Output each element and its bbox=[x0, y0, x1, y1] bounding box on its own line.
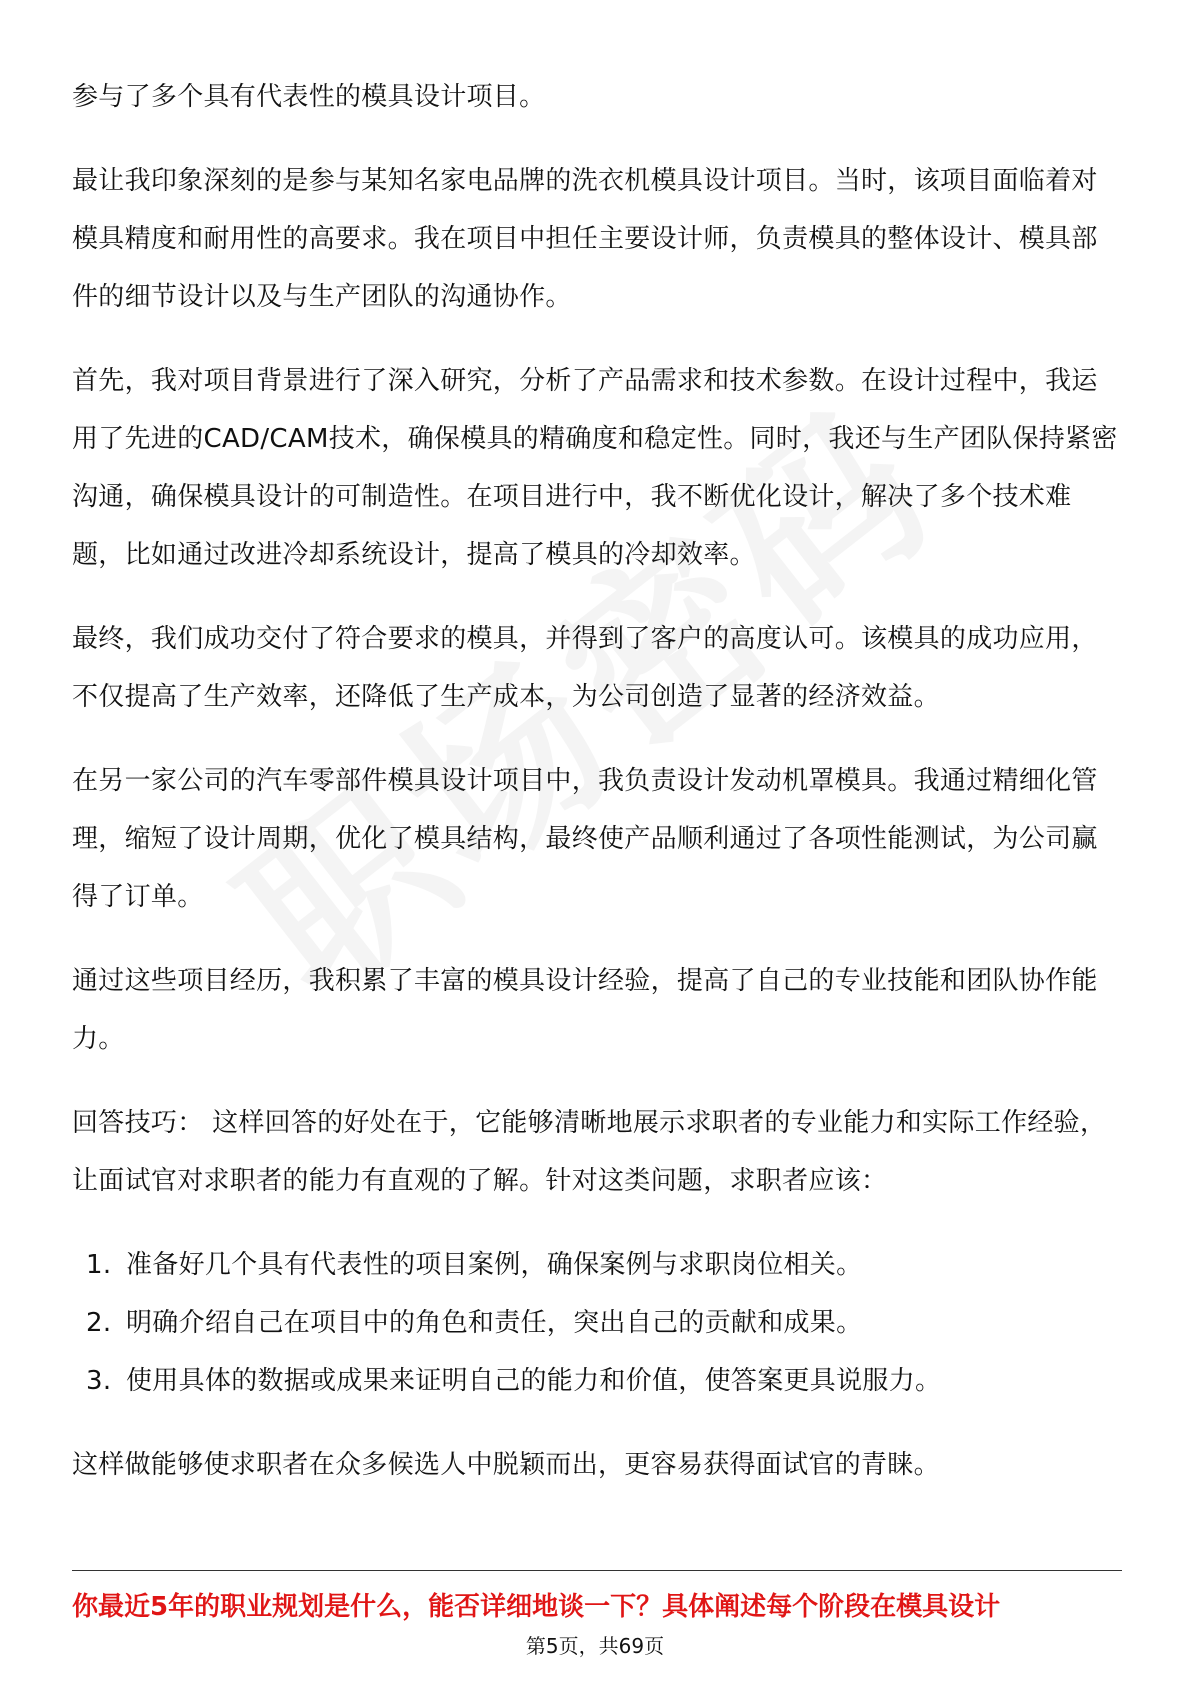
paragraph-6: 通过这些项目经历，我积累了丰富的模具设计经验，提高了自己的专业技能和团队协作能力。 bbox=[72, 966, 1098, 1054]
paragraph-5: 在另一家公司的汽车零部件模具设计项目中，我负责设计发动机罩模具。我通过精细化管理，缩短了设计周期，优化了模具结构，最终使产品顺利通过了各项性能测试，为公司赢得了订单。 bbox=[72, 766, 1098, 912]
next-question-heading: 你最近5年的职业规划是什么，能否详细地谈一下？具体阐述每个阶段在模具设计 bbox=[72, 1592, 1001, 1622]
list-item bbox=[72, 1236, 1122, 1294]
divider-line bbox=[72, 1570, 1122, 1571]
tips-list bbox=[72, 1236, 1122, 1410]
list-item bbox=[72, 1352, 1122, 1410]
page-content bbox=[72, 68, 1122, 1520]
list-item-number: 1. bbox=[86, 1250, 112, 1280]
paragraph-3: 首先，我对项目背景进行了深入研究，分析了产品需求和技术参数。在设计过程中，我运用了先进的CAD/CAM技术，确保模具的精确度和稳定性。同时，我还与生产团队保持紧密沟通，确保模具设计的可制造性。在项目进行中，我不断优化设计，解决了多个技术难题，比如通过改进冷却系统设计，提高了模具的冷却效率。 bbox=[72, 366, 1118, 570]
list-item-text: 使用具体的数据或成果来证明自己的能力和价值，使答案更具说服力。 bbox=[126, 1366, 942, 1396]
page-number-footer: 第5页，共69页 bbox=[525, 1634, 665, 1658]
paragraph-4: 最终，我们成功交付了符合要求的模具，并得到了客户的高度认可。该模具的成功应用，不仅提高了生产效率，还降低了生产成本，为公司创造了显著的经济效益。 bbox=[72, 624, 1098, 712]
list-item-number: 3. bbox=[86, 1366, 112, 1396]
answer-tips-paragraph: 回答技巧： 这样回答的好处在于，它能够清晰地展示求职者的专业能力和实际工作经验，让面试官对求职者的能力有直观的了解。针对这类问题，求职者应该： bbox=[72, 1108, 1107, 1196]
closing-paragraph: 这样做能够使求职者在众多候选人中脱颖而出，更容易获得面试官的青睐。 bbox=[72, 1450, 940, 1480]
list-item bbox=[72, 1294, 1122, 1352]
paragraph-1: 参与了多个具有代表性的模具设计项目。 bbox=[72, 82, 546, 112]
list-item-text: 准备好几个具有代表性的项目案例，确保案例与求职岗位相关。 bbox=[126, 1250, 863, 1280]
list-item-text: 明确介绍自己在项目中的角色和责任，突出自己的贡献和成果。 bbox=[126, 1308, 863, 1338]
paragraph-2: 最让我印象深刻的是参与某知名家电品牌的洗衣机模具设计项目。当时，该项目面临着对模具精度和耐用性的高要求。我在项目中担任主要设计师，负责模具的整体设计、模具部件的细节设计以及与生产团队的沟通协作。 bbox=[72, 166, 1098, 312]
list-item-number: 2. bbox=[86, 1308, 112, 1338]
